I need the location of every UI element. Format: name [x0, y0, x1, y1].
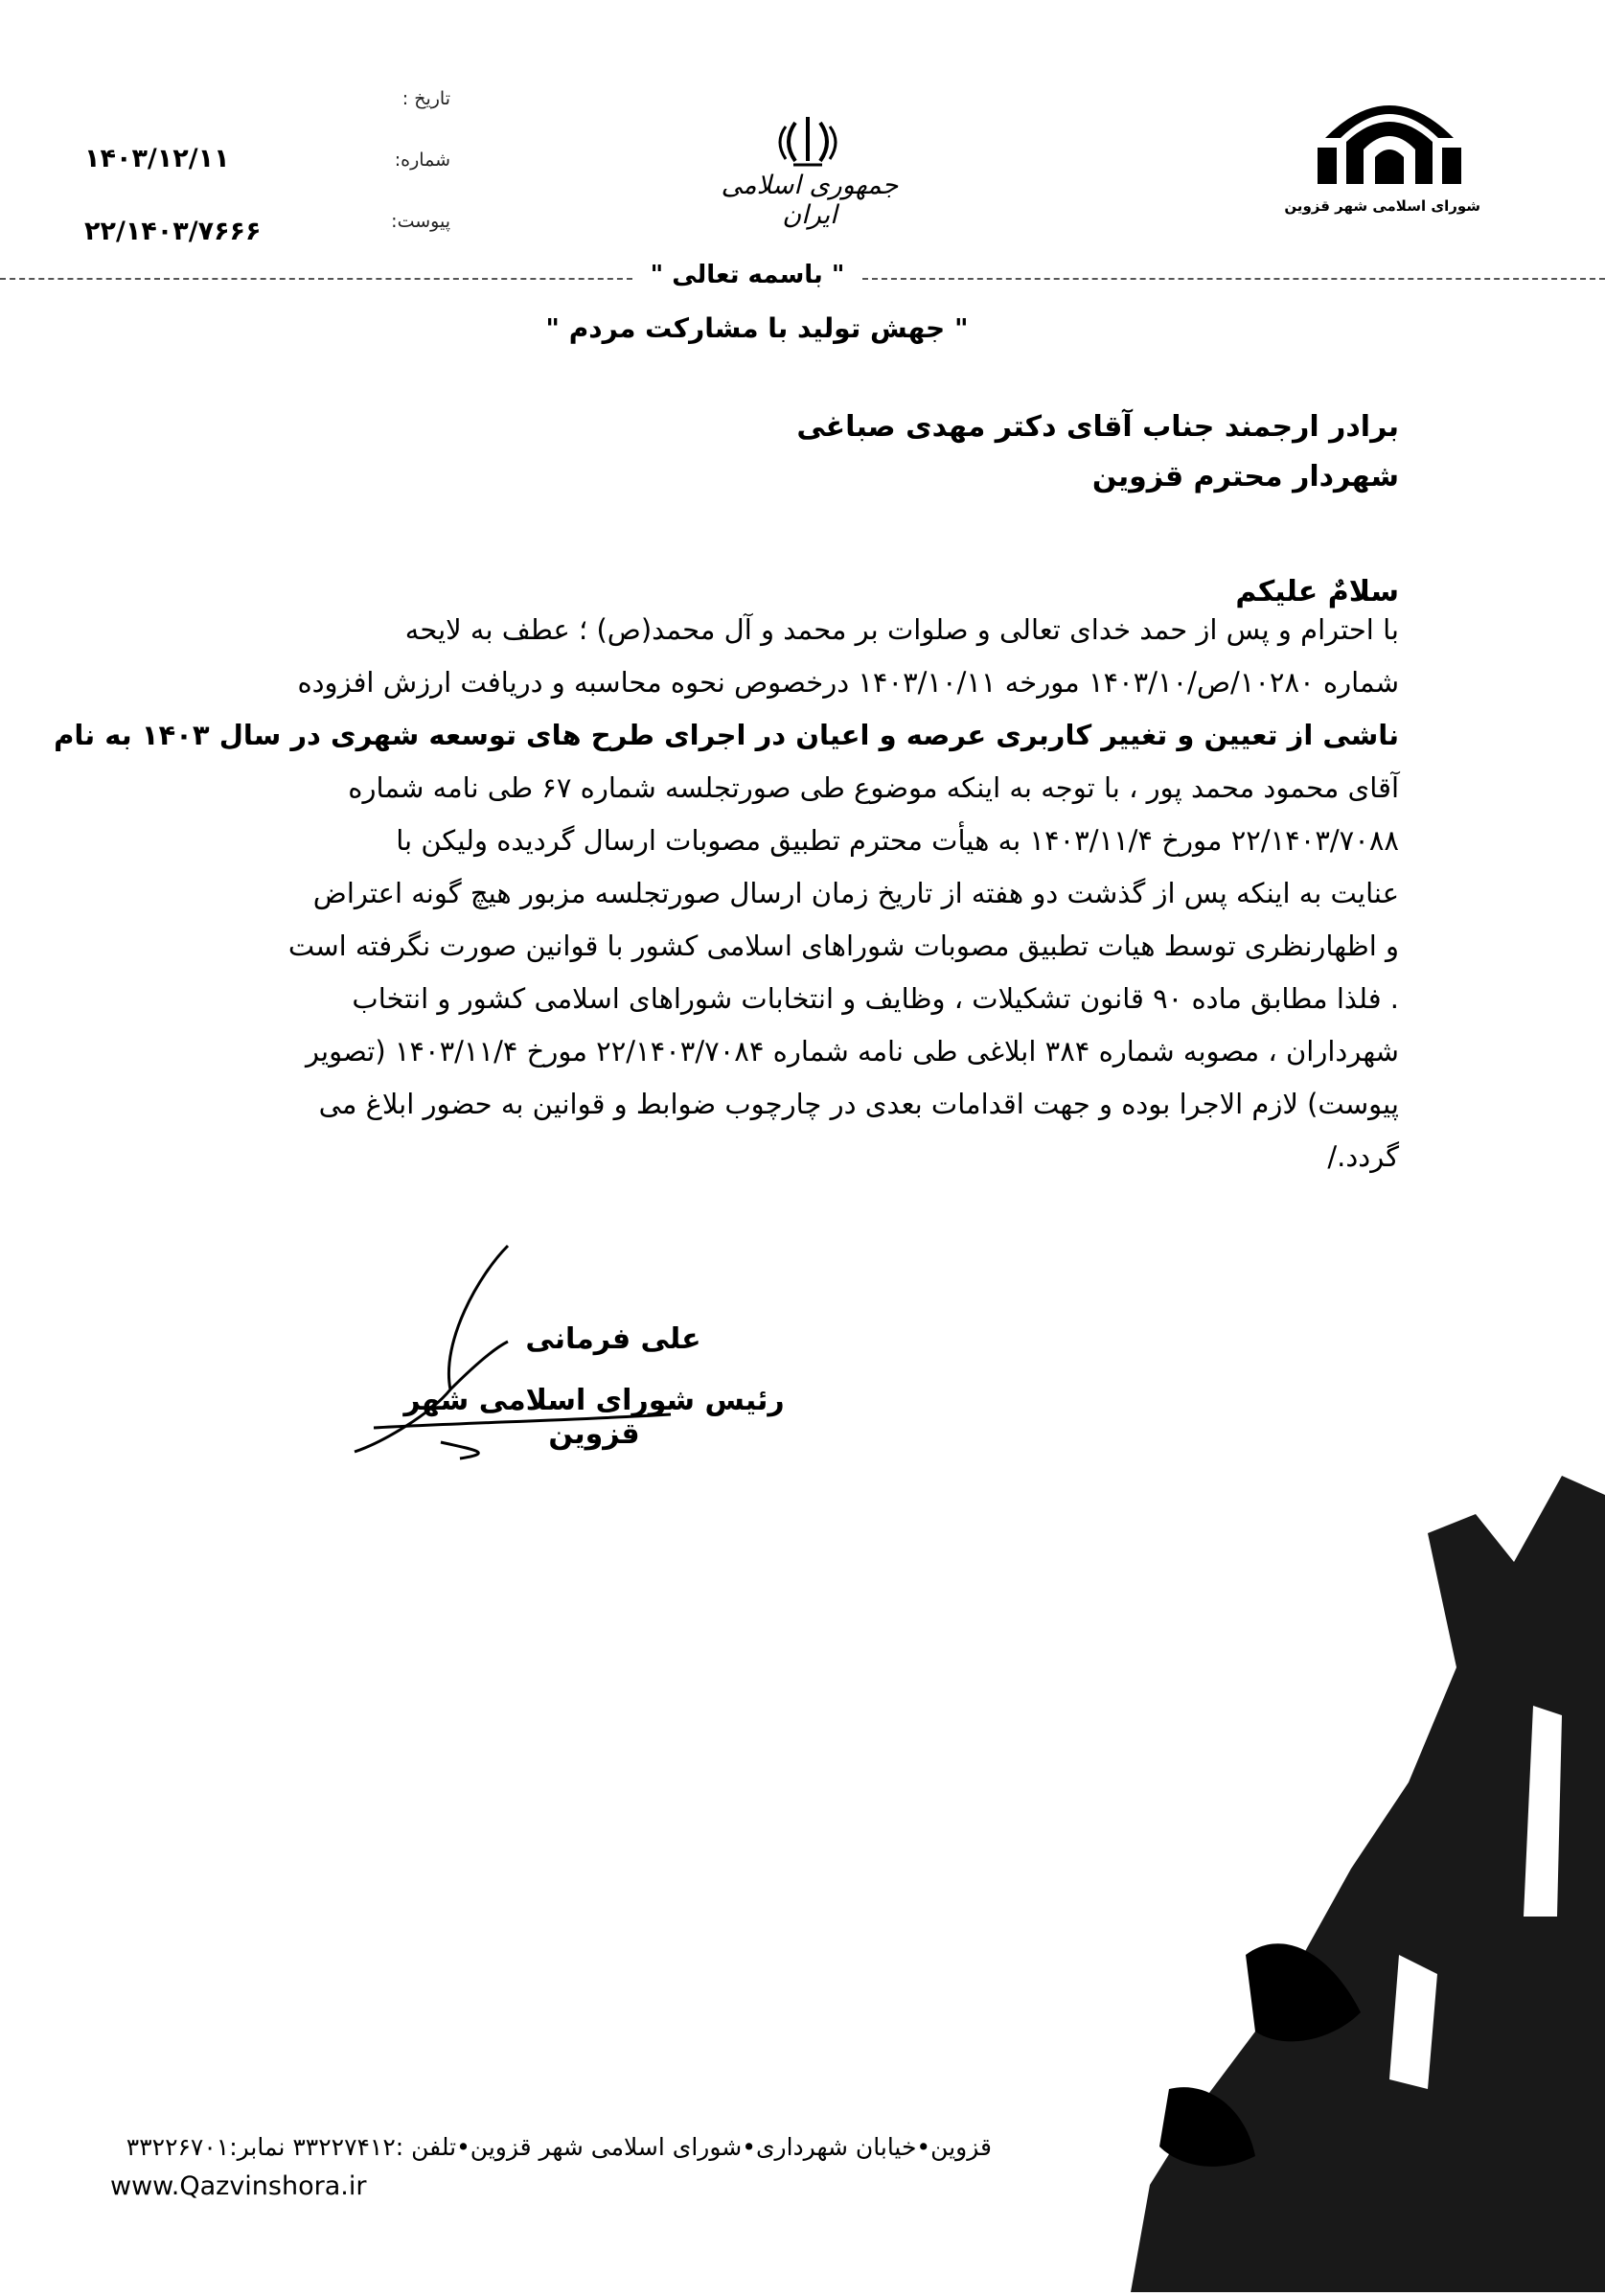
body-line: ناشی از تعیین و تغییر کاربری عرصه و اعیان در اجرای طرح های توسعه شهری در سال ۱۴۰۳ به نام: [54, 719, 1399, 751]
header-divider-left: [0, 278, 632, 280]
attachment-label: پیوست:: [391, 211, 450, 232]
body-line: ۲۲/۱۴۰۳/۷۰۸۸ مورخ ۱۴۰۳/۱۱/۴ به هیأت محترم تطبیق مصوبات ارسال گردیده ولیکن با: [396, 824, 1399, 857]
body-line: شهرداران ، مصوبه شماره ۳۸۴ ابلاغی طی نامه شماره ۲۲/۱۴۰۳/۷۰۸۴ مورخ ۱۴۰۳/۱۱/۴ (تصویر: [306, 1035, 1399, 1068]
body-line: شماره ۱۰۲۸۰/ص/۱۴۰۳/۱۰ مورخه ۱۴۰۳/۱۰/۱۱ درخصوص نحوه محاسبه و دریافت ارزش افزوده: [297, 666, 1399, 699]
body-line: و اظهارنظری توسط هیات تطبیق مصوبات شوراهای اسلامی کشور با قوانین صورت نگرفته است: [287, 930, 1399, 962]
footer-website[interactable]: www.Qazvinshora.ir: [110, 2171, 367, 2201]
recipient-line-2: شهردار محترم قزوین: [1091, 460, 1399, 494]
council-emblem-icon: [1308, 79, 1471, 194]
body-line: آقای محمود محمد پور ، با توجه به اینکه موضوع طی صورتجلسه شماره ۶۷ طی نامه شماره: [348, 771, 1399, 804]
letter-body: [54, 604, 1399, 1183]
slogan: " جهش تولید با مشارکت مردم ": [545, 312, 969, 344]
body-line: . فلذا مطابق ماده ۹۰ قانون تشکیلات ، وظایف و انتخابات شوراهای اسلامی کشور و انتخاب: [352, 982, 1399, 1015]
number-label: شماره:: [394, 149, 450, 171]
signer-title: رئیس شورای اسلامی شهر قزوین: [403, 1384, 785, 1451]
council-name: شورای اسلامی شهر قزوین: [1284, 197, 1480, 215]
signer-name: علی فرمانی: [525, 1322, 701, 1356]
greeting: سلامٌ علیکم: [1235, 575, 1399, 608]
watermark-image: [1112, 1418, 1605, 2292]
iran-emblem-icon: [774, 113, 841, 171]
body-line: گردد./: [1327, 1140, 1399, 1173]
watermark-shape-icon: [1112, 1418, 1605, 2292]
footer-address: قزوین•خیابان شهرداری•شورای اسلامی شهر قزوین•تلفن :۳۳۲۲۷۴۱۲ نمابر:۳۳۲۲۶۷۰۱: [126, 2133, 992, 2161]
body-line: پیوست) لازم الاجرا بوده و جهت اقدامات بعدی در چارچوب ضوابط و قوانین به حضور ابلاغ می: [318, 1088, 1399, 1120]
invocation: " باسمه تعالی ": [650, 261, 845, 289]
republic-name: جمهوری اسلامی ایران: [721, 171, 899, 230]
number-value: ۲۲/۱۴۰۳/۷۶۶۶: [84, 217, 262, 246]
date-value: ۱۴۰۳/۱۲/۱۱: [84, 144, 230, 173]
iran-emblem: [774, 113, 841, 171]
body-line: با احترام و پس از حمد خدای تعالی و صلوات بر محمد و آل محمد(ص) ؛ عطف به لایحه: [404, 613, 1399, 646]
body-line: عنایت به اینکه پس از گذشت دو هفته از تاریخ زمان ارسال صورتجلسه مزبور هیچ گونه اعتراض: [312, 877, 1399, 909]
date-label: تاریخ :: [401, 88, 450, 109]
council-logo: [1284, 79, 1480, 222]
header-divider-right: [862, 278, 1605, 280]
recipient-line-1: برادر ارجمند جناب آقای دکتر مهدی صباغی: [796, 410, 1399, 444]
